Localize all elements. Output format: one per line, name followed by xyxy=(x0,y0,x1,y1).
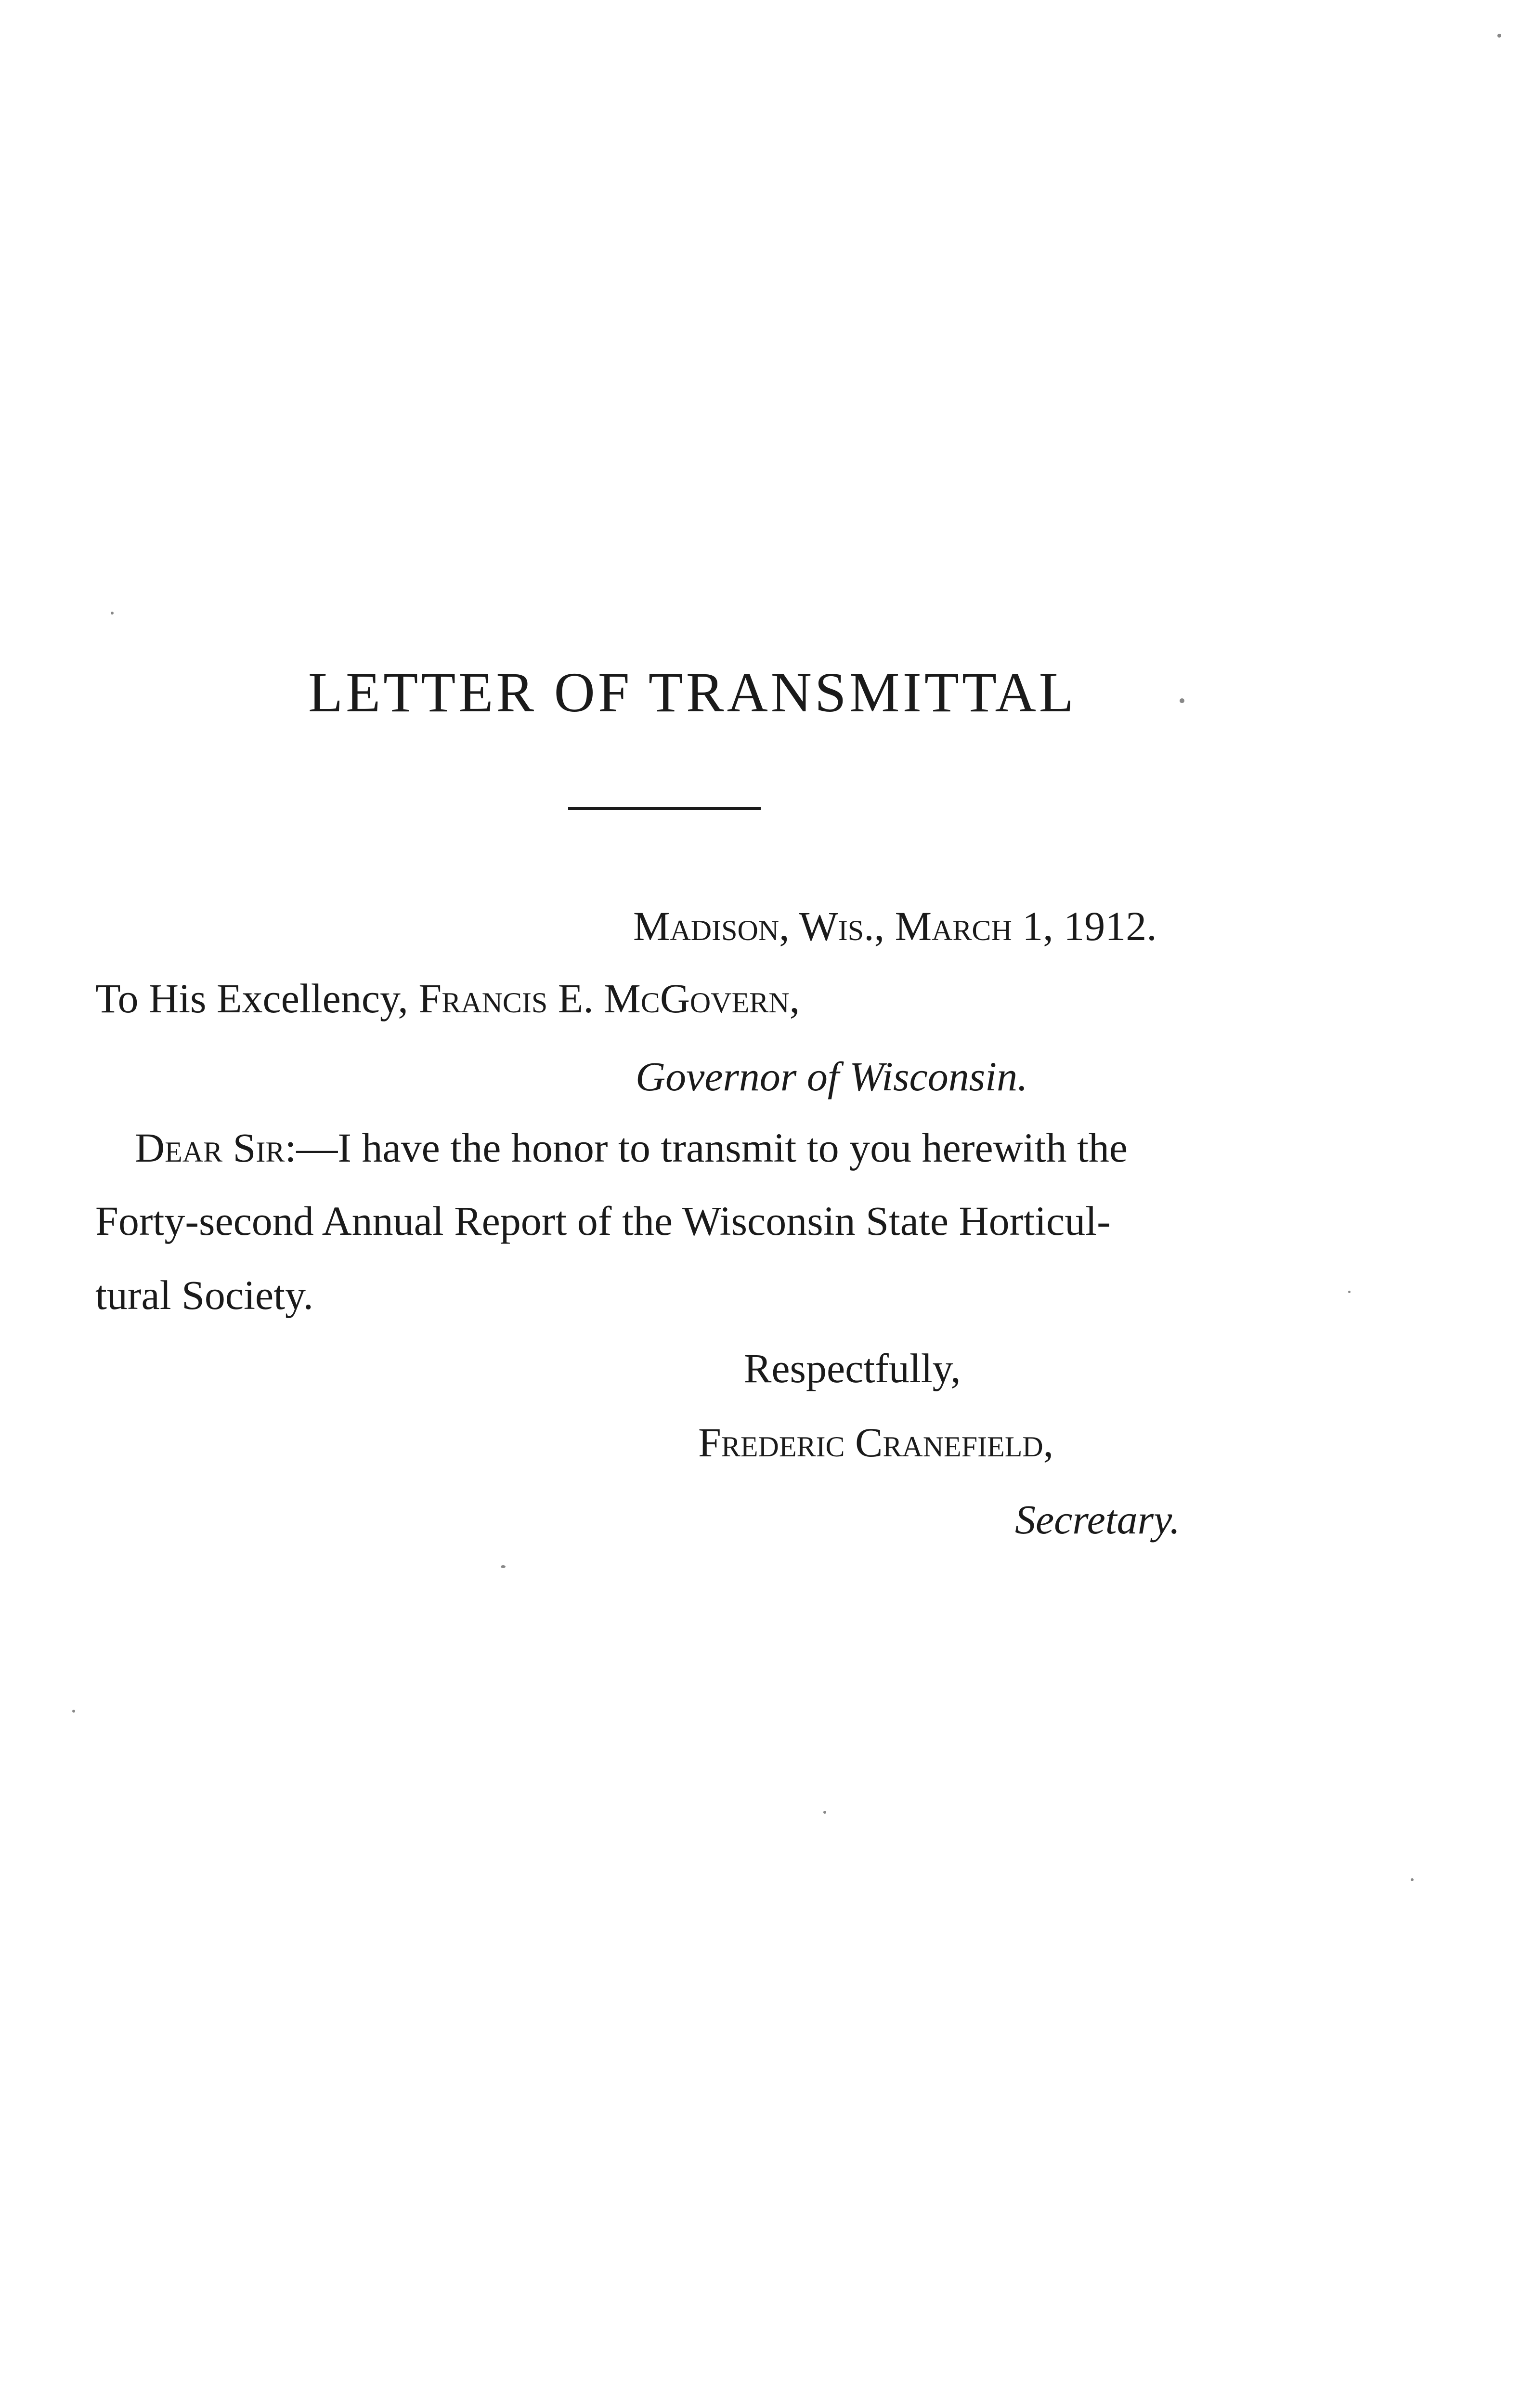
scan-speck xyxy=(1411,1878,1414,1881)
title-rule xyxy=(568,807,761,810)
body-line-1-text: :—I have the honor to transmit to you herewith the xyxy=(285,1125,1128,1171)
dateline: Madison, Wis., March 1, 1912. xyxy=(633,903,1157,949)
salutation-prefix: To His Excellency, xyxy=(95,975,419,1021)
scan-speck xyxy=(111,612,114,615)
salutation xyxy=(95,975,800,1021)
addressee-title: Governor of Wisconsin. xyxy=(636,1053,1028,1099)
body-line-2: Forty-second Annual Report of the Wisconsin State Horticul- xyxy=(95,1198,1111,1244)
body-line-1 xyxy=(135,1125,1128,1171)
scan-speck xyxy=(72,1710,75,1713)
signer-name: Frederic Cranefield, xyxy=(698,1419,1054,1466)
scan-speck xyxy=(1497,34,1501,38)
body-line-3: tural Society. xyxy=(95,1272,313,1318)
body-greeting: Dear Sir xyxy=(135,1125,285,1171)
addressee-name: Francis E. McGovern, xyxy=(418,975,800,1021)
scan-speck xyxy=(1180,698,1184,703)
signer-title: Secretary. xyxy=(1015,1496,1181,1543)
page-title: LETTER OF TRANSMITTAL xyxy=(308,661,1077,724)
closing: Respectfully, xyxy=(744,1345,961,1391)
scan-speck xyxy=(823,1811,826,1814)
scan-speck xyxy=(501,1565,506,1568)
scan-speck xyxy=(1348,1291,1351,1293)
